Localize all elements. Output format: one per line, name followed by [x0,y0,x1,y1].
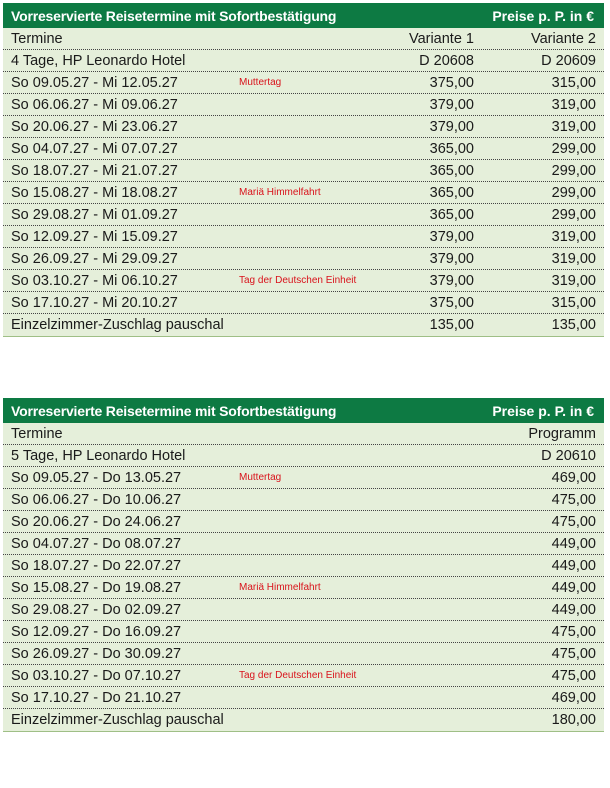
price-variante2: 319,00 [551,229,596,245]
holiday-note: Mariä Himmelfahrt [239,187,321,198]
date-range: So 26.09.27 - Do 30.09.27 [11,646,182,662]
date-row [3,270,604,292]
table-header-bar [3,398,604,423]
price-programm: 469,00 [551,470,596,486]
tour-code-v1: D 20608 [419,53,474,69]
date-row [3,248,604,270]
date-row [3,467,604,489]
supplement-row [3,314,604,336]
price-programm: 475,00 [551,668,596,684]
date-row [3,116,604,138]
price-variante2: 319,00 [551,119,596,135]
tour-code-v2: D 20609 [541,53,596,69]
date-range: So 12.09.27 - Do 16.09.27 [11,624,182,640]
date-range: So 12.09.27 - Mi 15.09.27 [11,229,178,245]
hotel-name: 4 Tage, HP Leonardo Hotel [11,53,186,69]
price-variante1: 365,00 [429,207,474,223]
column-header-row [3,423,604,445]
price-table-4-days [3,3,604,337]
price-variante1: 379,00 [429,97,474,113]
date-row [3,599,604,621]
supplement-price-v2: 135,00 [551,317,596,333]
price-variante2: 315,00 [551,75,596,91]
price-programm: 475,00 [551,646,596,662]
price-programm: 475,00 [551,514,596,530]
price-programm: 469,00 [551,690,596,706]
date-range: So 18.07.27 - Do 22.07.27 [11,558,182,574]
price-programm: 449,00 [551,536,596,552]
supplement-label: Einzelzimmer-Zuschlag pauschal [11,317,224,333]
date-row [3,72,604,94]
price-programm: 449,00 [551,558,596,574]
holiday-note: Muttertag [239,77,282,88]
price-unit-label: Preise p. P. in € [492,7,594,24]
date-range: So 03.10.27 - Mi 06.10.27 [11,273,178,289]
date-range: So 26.09.27 - Mi 29.09.27 [11,251,178,267]
price-variante1: 365,00 [429,185,474,201]
price-variante2: 299,00 [551,163,596,179]
date-range: So 29.08.27 - Mi 01.09.27 [11,207,178,223]
date-range: So 09.05.27 - Do 13.05.27 [11,470,182,486]
price-variante2: 319,00 [551,97,596,113]
date-range: So 18.07.27 - Mi 21.07.27 [11,163,178,179]
price-variante1: 365,00 [429,163,474,179]
holiday-note: Tag der Deutschen Einheit [239,275,357,286]
date-range: So 29.08.27 - Do 02.09.27 [11,602,182,618]
price-variante2: 319,00 [551,273,596,289]
price-variante1: 375,00 [429,75,474,91]
holiday-note: Mariä Himmelfahrt [239,582,321,593]
date-range: So 20.06.27 - Mi 23.06.27 [11,119,178,135]
price-variante1: 379,00 [429,251,474,267]
col-programm-header: Programm [528,426,596,442]
date-row [3,511,604,533]
price-variante2: 319,00 [551,251,596,267]
price-programm: 449,00 [551,580,596,596]
date-row [3,204,604,226]
date-row [3,643,604,665]
date-range: So 03.10.27 - Do 07.10.27 [11,668,182,684]
hotel-name: 5 Tage, HP Leonardo Hotel [11,448,186,464]
date-row [3,687,604,709]
price-variante2: 299,00 [551,185,596,201]
table-title: Vorreservierte Reisetermine mit Sofortbestätigung [11,7,337,24]
hotel-row [3,50,604,72]
col-variante2-header: Variante 2 [530,31,596,47]
price-variante1: 365,00 [429,141,474,157]
date-row [3,182,604,204]
price-variante2: 299,00 [551,207,596,223]
holiday-note: Tag der Deutschen Einheit [239,670,357,681]
date-row [3,94,604,116]
date-row [3,292,604,314]
supplement-price: 180,00 [551,712,596,728]
date-range: So 06.06.27 - Mi 09.06.27 [11,97,178,113]
holiday-note: Muttertag [239,472,282,483]
price-programm: 475,00 [551,492,596,508]
date-range: So 09.05.27 - Mi 12.05.27 [11,75,178,91]
price-variante2: 299,00 [551,141,596,157]
date-range: So 04.07.27 - Do 08.07.27 [11,536,182,552]
supplement-row [3,709,604,731]
price-variante1: 375,00 [429,295,474,311]
date-range: So 04.07.27 - Mi 07.07.27 [11,141,178,157]
price-variante1: 379,00 [429,229,474,245]
price-variante1: 379,00 [429,273,474,289]
table-title: Vorreservierte Reisetermine mit Sofortbestätigung [11,402,337,419]
date-row [3,160,604,182]
date-row [3,577,604,599]
price-table-5-days [3,398,604,732]
date-range: So 06.06.27 - Do 10.06.27 [11,492,182,508]
price-variante2: 315,00 [551,295,596,311]
column-header-row [3,28,604,50]
date-range: So 17.10.27 - Do 21.10.27 [11,690,182,706]
date-row [3,665,604,687]
tour-code: D 20610 [541,448,596,464]
hotel-row [3,445,604,467]
price-programm: 475,00 [551,624,596,640]
date-range: So 20.06.27 - Do 24.06.27 [11,514,182,530]
date-row [3,533,604,555]
date-range: So 15.08.27 - Mi 18.08.27 [11,185,178,201]
price-programm: 449,00 [551,602,596,618]
date-row [3,138,604,160]
date-range: So 17.10.27 - Mi 20.10.27 [11,295,178,311]
date-row [3,489,604,511]
date-row [3,226,604,248]
table-header-bar [3,3,604,28]
col-variante1-header: Variante 1 [408,31,474,47]
price-unit-label: Preise p. P. in € [492,402,594,419]
date-row [3,555,604,577]
col-termine-header: Termine [11,426,63,442]
date-range: So 15.08.27 - Do 19.08.27 [11,580,182,596]
col-termine-header: Termine [11,31,63,47]
supplement-label: Einzelzimmer-Zuschlag pauschal [11,712,224,728]
supplement-price-v1: 135,00 [429,317,474,333]
date-row [3,621,604,643]
price-variante1: 379,00 [429,119,474,135]
